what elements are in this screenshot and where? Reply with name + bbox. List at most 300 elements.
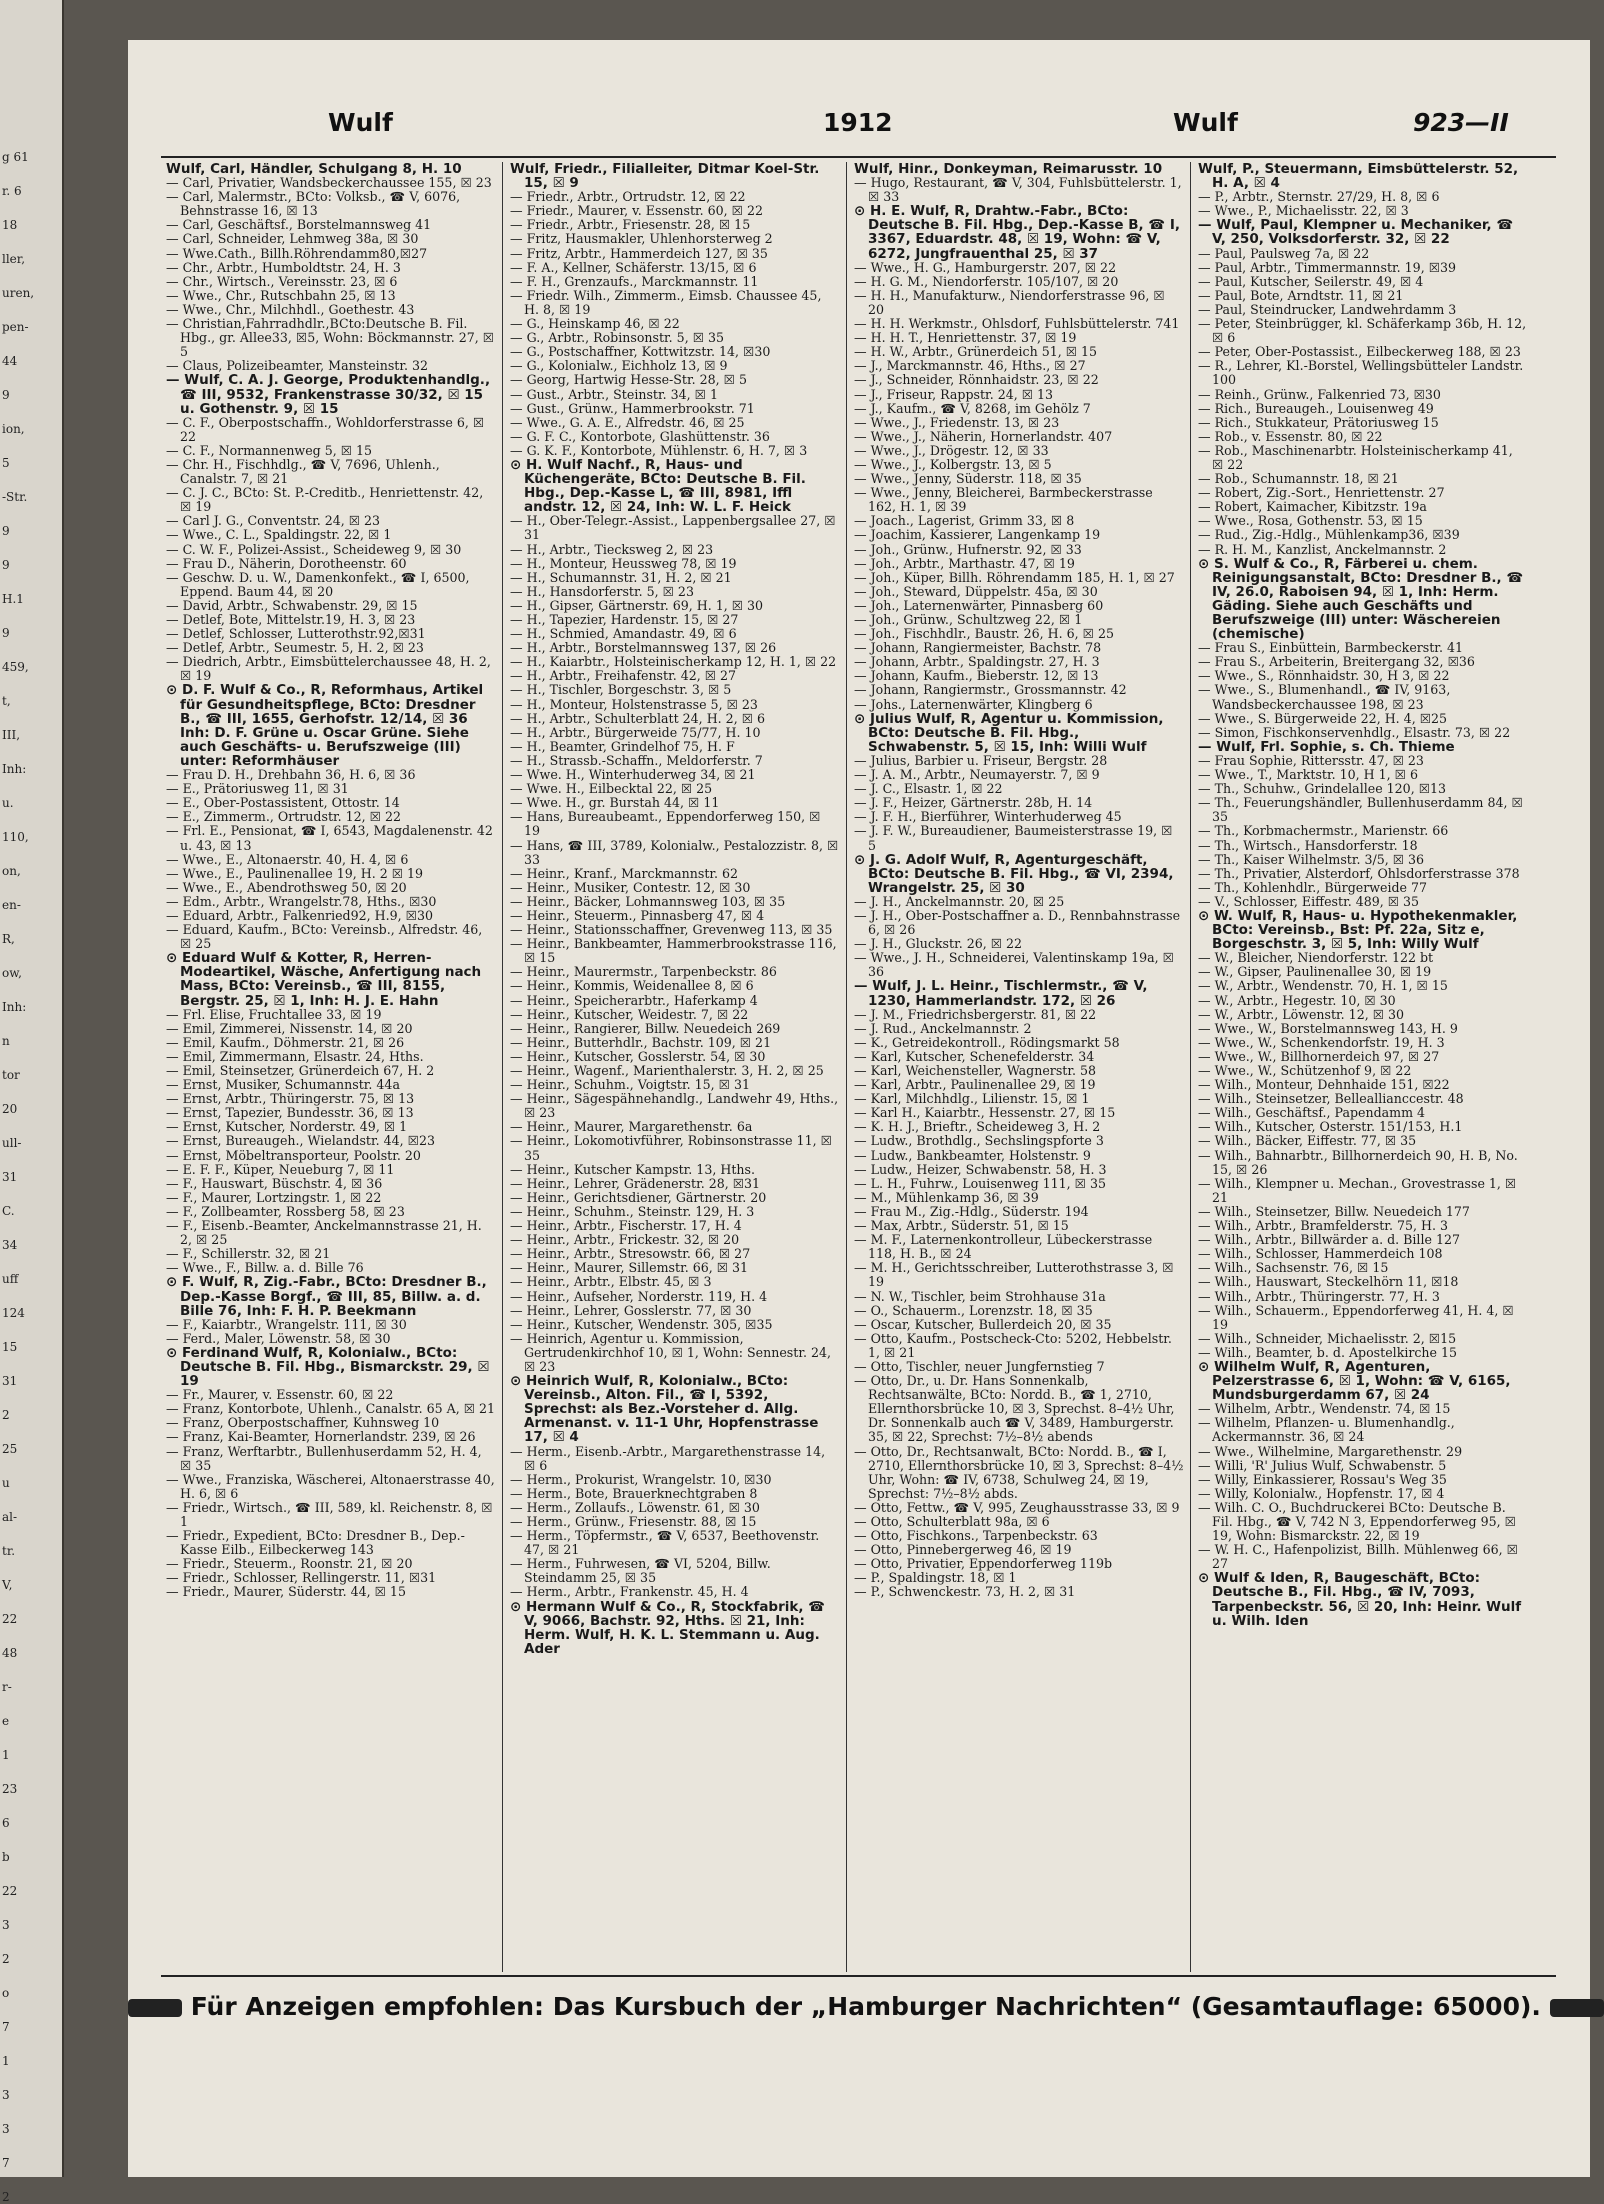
directory-entry: — Paul, Bote, Arndtstr. 11, ☒ 21: [1198, 287, 1404, 303]
directory-entry: — J. H., Anckelmannstr. 20, ☒ 25: [854, 893, 1065, 909]
previous-page-fragment: 9: [2, 388, 10, 402]
directory-entry: — Frau S., Arbeiterin, Breitergang 32, ☒36: [1198, 654, 1475, 670]
directory-entry: — Wwe., E., Altonaerstr. 40, H. 4, ☒ 6: [166, 851, 409, 867]
previous-page-fragment: tor: [2, 1068, 20, 1082]
directory-entry: — Otto, Dr., Rechtsanwalt, BCto: Nordd. B., ☎ I, 2710, Ellernthorsbrücke 10, ☒ 3, Sprechst: 8–4½ Uhr, Wohn: ☎ IV, 6738, Schulweg 24, ☒ 19, Sprechst: 7½–8½ abds.: [854, 1443, 1184, 1501]
directory-entry: — Herm., Prokurist, Wrangelstr. 10, ☒30: [510, 1471, 772, 1487]
directory-entry: — Wwe., Rosa, Gothenstr. 53, ☒ 15: [1198, 513, 1423, 529]
directory-entry: — N. W., Tischler, beim Strohhause 31a: [854, 1288, 1106, 1304]
directory-entry: — Wulf, Paul, Klempner u. Mechaniker, ☎ V, 250, Volksdorferstr. 32, ☒ 22: [1198, 217, 1514, 248]
footer-rule: [161, 1975, 1556, 1977]
directory-entry: — Karl, Kutscher, Schenefelderstr. 34: [854, 1048, 1095, 1064]
directory-entry: — Herm., Fuhrwesen, ☎ VI, 5204, Billw. Steindamm 25, ☒ 35: [510, 1556, 771, 1586]
directory-entry: — Joh., Laternenwärter, Pinnasberg 60: [854, 597, 1104, 613]
directory-entry: — Herm., Zollaufs., Löwenstr. 61, ☒ 30: [510, 1499, 760, 1515]
directory-entry: — Joh., Grünw., Schultzweg 22, ☒ 1: [854, 612, 1083, 627]
directory-entry: — Wwe., J., Kolbergstr. 13, ☒ 5: [854, 456, 1052, 472]
directory-entry: — Heinrich, Agentur u. Kommission, Gertrudenkirchhof 10, ☒ 1, Wohn: Sennestr. 24, ☒ 23: [510, 1330, 831, 1374]
page-header: [128, 108, 1590, 148]
directory-entry: — W., Arbtr., Wendenstr. 70, H. 1, ☒ 15: [1198, 978, 1448, 994]
directory-entry: — Friedr., Expedient, BCto: Dresdner B., Dep.-Kasse Eilb., Eilbeckerweg 143: [166, 1528, 465, 1558]
directory-entry: — J., Schneider, Rönnhaidstr. 23, ☒ 22: [854, 372, 1099, 388]
directory-entry: — Joh., Küper, Billh. Röhrendamm 185, H. 1, ☒ 27: [854, 569, 1175, 585]
directory-entry: — Wwe. H., gr. Burstah 44, ☒ 11: [510, 795, 720, 811]
directory-entry: — Wwe., F., Billw. a. d. Bille 76: [166, 1260, 364, 1276]
directory-entry: — Reinh., Grünw., Falkenried 73, ☒30: [1198, 386, 1441, 402]
directory-entry: — Wilhelm, Pflanzen- u. Blumenhandlg., Ackermannstr. 36, ☒ 24: [1198, 1415, 1455, 1445]
directory-entry: — Ludw., Heizer, Schwabenstr. 58, H. 3: [854, 1161, 1107, 1177]
directory-entry: ⊙ F. Wulf, R, Zig.-Fabr., BCto: Dresdner B., Dep.-Kasse Borgf., ☎ III, 85, Billw. a. d. Bille 76, Inh: F. H. P. Beekmann: [166, 1274, 487, 1319]
previous-page-fragment: 1: [2, 2054, 10, 2068]
previous-page-fragment: 18: [2, 218, 18, 232]
directory-entry: — Wwe., J., Näherin, Hornerlandstr. 407: [854, 428, 1113, 444]
directory-entry: — Heinr., Arbtr., Fischerstr. 17, H. 4: [510, 1218, 742, 1234]
directory-entry: — Franz, Werftarbtr., Bullenhuserdamm 52, H. 4, ☒ 35: [166, 1443, 482, 1473]
directory-entry: — F., Schillerstr. 32, ☒ 21: [166, 1246, 331, 1262]
directory-entry: — Wwe., H. G., Hamburgerstr. 207, ☒ 22: [854, 259, 1117, 275]
directory-entry: — Oscar, Kutscher, Bullerdeich 20, ☒ 35: [854, 1316, 1112, 1332]
directory-entry: ⊙ D. F. Wulf & Co., R, Reformhaus, Artikel für Gesundheitspflege, BCto: Dresdner B., ☎ III, 1655, Gerhofstr. 12/14, ☒ 36 Inh: D. F. Grüne u. Oscar Grüne. Siehe auch Geschäfts- u. Berufszweige (III) unter: Reformhäuser: [166, 682, 484, 769]
previous-page-fragment: 31: [2, 1374, 18, 1388]
header-year: 1912: [823, 108, 893, 137]
directory-entry: — E. F. F., Küper, Neueburg 7, ☒ 11: [166, 1161, 395, 1177]
directory-entry: — H., Gipser, Gärtnerstr. 69, H. 1, ☒ 30: [510, 597, 764, 613]
previous-page-fragment: 9: [2, 558, 10, 572]
directory-entry: — G. F. C., Kontorbote, Glashüttenstr. 36: [510, 428, 770, 444]
directory-entry: — W., Arbtr., Hegestr. 10, ☒ 30: [1198, 992, 1396, 1008]
directory-entry: — Th., Schuhw., Grindelallee 120, ☒13: [1198, 781, 1447, 797]
directory-entry: — H., Arbtr., Tiecksweg 2, ☒ 23: [510, 541, 714, 557]
directory-entry: — Wilh., Bäcker, Eiffestr. 77, ☒ 35: [1198, 1133, 1417, 1149]
directory-entry: — Frau M., Zig.-Hdlg., Süderstr. 194: [854, 1203, 1089, 1219]
directory-entry: — Wwe., W., Schützenhof 9, ☒ 22: [1198, 1063, 1412, 1078]
column-1: [166, 162, 496, 1972]
directory-entry: — Wwe., J., Friedenstr. 13, ☒ 23: [854, 414, 1060, 430]
previous-page-fragment: r. 6: [2, 184, 22, 198]
directory-entry: — Joachim, Kassierer, Langenkamp 19: [854, 527, 1101, 543]
directory-entry: — Heinr., Musiker, Contestr. 12, ☒ 30: [510, 879, 751, 895]
directory-entry: — Detlef, Schlosser, Lutterothstr.92,☒31: [166, 626, 426, 642]
previous-page-fragment: 9: [2, 626, 10, 640]
directory-entry: — Eduard, Arbtr., Falkenried92, H.9, ☒30: [166, 907, 433, 923]
pointing-hand-icon: [128, 1999, 182, 2017]
directory-entry: — K., Getreidekontroll., Rödingsmarkt 58: [854, 1034, 1120, 1050]
previous-page-fragment: Inh:: [2, 1000, 27, 1014]
directory-entry: — Ludw., Bankbeamter, Holstenstr. 9: [854, 1147, 1091, 1163]
directory-entry: — Wilh., Arbtr., Thüringerstr. 77, H. 3: [1198, 1288, 1440, 1304]
column-4: [1198, 162, 1528, 1972]
previous-page-fragment: ull-: [2, 1136, 22, 1150]
directory-entry: — J., Marckmannstr. 46, Hths., ☒ 27: [854, 358, 1086, 374]
directory-entry: — Ernst, Arbtr., Thüringerstr. 75, ☒ 13: [166, 1091, 415, 1107]
directory-entry: — Georg, Hartwig Hesse-Str. 28, ☒ 5: [510, 372, 747, 388]
header-page-number: 923—II: [1413, 108, 1509, 137]
directory-entry: — Heinr., Kutscher Kampstr. 13, Hths.: [510, 1161, 755, 1177]
previous-page-edge: [0, 0, 64, 2204]
directory-entry: — Gust., Arbtr., Steinstr. 34, ☒ 1: [510, 386, 718, 402]
previous-page-fragment: 1: [2, 1748, 10, 1762]
directory-entry: — Carl, Geschäftsf., Borstelmannsweg 41: [166, 217, 432, 233]
previous-page-fragment: 25: [2, 1442, 18, 1456]
directory-entry: — G., Heinskamp 46, ☒ 22: [510, 316, 680, 332]
previous-page-fragment: 44: [2, 354, 18, 368]
directory-entry: — Th., Kaiser Wilhelmstr. 3/5, ☒ 36: [1198, 851, 1425, 867]
directory-entry: — H., Arbtr., Borstelmannsweg 137, ☒ 26: [510, 640, 777, 656]
directory-entry: — Ernst, Tapezier, Bundesstr. 36, ☒ 13: [166, 1105, 414, 1121]
directory-entry: — Heinr., Wagenf., Marienthalerstr. 3, H. 2, ☒ 25: [510, 1063, 824, 1078]
directory-entry: — Wwe., G. A. E., Alfredstr. 46, ☒ 25: [510, 414, 745, 430]
directory-entry: — Wwe., Chr., Rutschbahn 25, ☒ 13: [166, 287, 396, 303]
directory-entry: — Wwe., E., Paulinenallee 19, H. 2 ☒ 19: [166, 865, 424, 881]
directory-entry: — Wilh., Bahnarbtr., Billhornerdeich 90, H. B, No. 15, ☒ 26: [1198, 1147, 1518, 1177]
directory-entry: — Otto, Kaufm., Postscheck-Cto: 5202, Hebbelstr. 1, ☒ 21: [854, 1330, 1172, 1360]
directory-entry: — J. F., Heizer, Gärtnerstr. 28b, H. 14: [854, 795, 1093, 811]
previous-page-fragment: tr.: [2, 1544, 16, 1558]
directory-entry: — Otto, Pinnebergerweg 46, ☒ 19: [854, 1542, 1072, 1558]
directory-entry: — Heinr., Bäcker, Lohmannsweg 103, ☒ 35: [510, 893, 786, 909]
directory-entry: — Heinr., Butterhdlr., Bachstr. 109, ☒ 21: [510, 1034, 772, 1050]
directory-entry: — W. H. C., Hafenpolizist, Billh. Mühlenweg 66, ☒ 27: [1198, 1542, 1518, 1572]
directory-entry: — Heinr., Bankbeamter, Hammerbrookstrasse 116, ☒ 15: [510, 936, 837, 966]
directory-entry: — Wulf, C. A. J. George, Produktenhandlg., ☎ III, 9532, Frankenstrasse 30/32, ☒ 15 u. Gothenstr. 9, ☒ 15: [166, 372, 491, 417]
directory-entry: — Wilh., Arbtr., Billwärder a. d. Bille 127: [1198, 1232, 1460, 1248]
directory-entry: — Wwe., P., Michaelisstr. 22, ☒ 3: [1198, 203, 1409, 219]
directory-entry: — Peter, Ober-Postassist., Eilbeckerweg 188, ☒ 23: [1198, 344, 1521, 360]
previous-page-fragment: 31: [2, 1170, 18, 1184]
column-divider: [502, 162, 503, 1972]
directory-entry: — Heinr., Schuhm., Steinstr. 129, H. 3: [510, 1203, 755, 1219]
directory-entry: — M., Mühlenkamp 36, ☒ 39: [854, 1189, 1039, 1205]
directory-entry: — Heinr., Maurer, Margarethenstr. 6a: [510, 1119, 753, 1135]
directory-entry: — H., Hansdorferstr. 5, ☒ 23: [510, 583, 694, 599]
directory-entry: — H. H. T., Henriettenstr. 37, ☒ 19: [854, 330, 1077, 346]
directory-entry: — G. K. F., Kontorbote, Mühlenstr. 6, H. 7, ☒ 3: [510, 442, 808, 458]
directory-entry: — Frau Sophie, Rittersstr. 47, ☒ 23: [1198, 752, 1424, 768]
directory-entry: — Wwe., S., Rönnhaidstr. 30, H 3, ☒ 22: [1198, 668, 1450, 684]
directory-entry: — Rob., Maschinenarbtr. Holsteinischerkamp 41, ☒ 22: [1198, 442, 1513, 472]
directory-entry: — Wwe., Wilhelmine, Margarethenstr. 29: [1198, 1443, 1463, 1459]
directory-entry: — C. F., Normannenweg 5, ☒ 15: [166, 442, 373, 458]
directory-entry: — Wwe. H., Eilbecktal 22, ☒ 25: [510, 781, 713, 797]
directory-entry: — Friedr., Arbtr., Ortrudstr. 12, ☒ 22: [510, 189, 746, 205]
directory-entry: — Heinr., Speicherarbtr., Haferkamp 4: [510, 992, 758, 1008]
directory-entry: — W., Bleicher, Niendorferstr. 122 bt: [1198, 950, 1434, 966]
directory-entry: — Wulf, Frl. Sophie, s. Ch. Thieme: [1198, 738, 1455, 755]
previous-page-fragment: 20: [2, 1102, 18, 1116]
previous-page-fragment: 3: [2, 2122, 10, 2136]
directory-entry: — Herm., Arbtr., Frankenstr. 45, H. 4: [510, 1584, 749, 1600]
directory-entry: — P., Schwenckestr. 73, H. 2, ☒ 31: [854, 1584, 1076, 1600]
directory-entry: ⊙ Eduard Wulf & Kotter, R, Herren-Modeartikel, Wäsche, Anfertigung nach Mass, BCto: Vereinsb., ☎ III, 8155, Bergstr. 25, ☒ 1, Inh: H. J. E. Hahn: [166, 950, 482, 1009]
directory-entry: — Paul, Steindrucker, Landwehrdamm 3: [1198, 301, 1457, 317]
directory-entry: — G., Arbtr., Robinsonstr. 5, ☒ 35: [510, 330, 725, 346]
directory-entry: — Detlef, Bote, Mittelstr.19, H. 3, ☒ 23: [166, 612, 416, 627]
directory-entry: — Wwe., Chr., Milchhdl., Goethestr. 43: [166, 301, 415, 317]
directory-entry: — M. F., Laternenkontrolleur, Lübeckerstrasse 118, H. B., ☒ 24: [854, 1232, 1153, 1262]
directory-entry: — Hans, Bureaubeamt., Eppendorferweg 150, ☒ 19: [510, 809, 821, 839]
directory-entry: — H., Ober-Telegr.-Assist., Lappenbergsallee 27, ☒ 31: [510, 513, 836, 543]
directory-entry: — K. H. J., Brieftr., Scheideweg 3, H. 2: [854, 1119, 1101, 1135]
directory-entry: — C. W. F., Polizei-Assist., Scheideweg 9, ☒ 30: [166, 541, 462, 557]
directory-entry: — J. F. W., Bureaudiener, Baumeisterstrasse 19, ☒ 5: [854, 823, 1173, 853]
directory-entry: — Ludw., Brothdlg., Sechslingspforte 3: [854, 1133, 1104, 1149]
directory-entry: — Wwe., T., Marktstr. 10, H 1, ☒ 6: [1198, 767, 1418, 783]
directory-entry: — Wilh., Schauerm., Eppendorferweg 41, H. 4, ☒ 19: [1198, 1302, 1514, 1332]
directory-entry: — Heinr., Maurermstr., Tarpenbeckstr. 86: [510, 964, 777, 980]
directory-entry: — Herm., Eisenb.-Arbtr., Margarethenstrasse 14, ☒ 6: [510, 1443, 826, 1473]
directory-entry: — Peter, Steinbrügger, kl. Schäferkamp 36b, H. 12, ☒ 6: [1198, 316, 1527, 346]
directory-entry: — Ernst, Musiker, Schumannstr. 44a: [166, 1077, 400, 1093]
directory-entry: — Friedr., Steuerm., Roonstr. 21, ☒ 20: [166, 1556, 413, 1572]
directory-entry: — Wilh., Sachsenstr. 76, ☒ 15: [1198, 1260, 1389, 1276]
directory-entry: — Robert, Zig.-Sort., Henriettenstr. 27: [1198, 485, 1445, 501]
directory-entry: — Paul, Arbtr., Timmermannstr. 19, ☒39: [1198, 259, 1457, 275]
directory-entry: — Otto, Tischler, neuer Jungfernstieg 7: [854, 1358, 1105, 1374]
directory-entry: — Joh., Fischhdlr., Baustr. 26, H. 6, ☒ 25: [854, 626, 1114, 642]
directory-entry: — J. H., Ober-Postschaffner a. D., Rennbahnstrasse 6, ☒ 26: [854, 907, 1181, 938]
directory-entry: — Wilh., Steinsetzer, Billw. Neuedeich 177: [1198, 1203, 1470, 1219]
directory-entry: — Johann, Rangiermeister, Bachstr. 78: [854, 640, 1102, 656]
directory-entry: — Willi, 'R' Julius Wulf, Schwabenstr. 5: [1198, 1457, 1447, 1473]
directory-entry: — Heinr., Rangierer, Billw. Neuedeich 269: [510, 1020, 781, 1036]
directory-entry: — Wilhelm, Arbtr., Wendenstr. 74, ☒ 15: [1198, 1401, 1451, 1417]
directory-entry: — Gust., Grünw., Hammerbrookstr. 71: [510, 400, 755, 416]
directory-entry: — Wwe.Cath., Billh.Röhrendamm80,☒27: [166, 245, 428, 261]
directory-entry: — Heinr., Arbtr., Frickestr. 32, ☒ 20: [510, 1232, 740, 1248]
previous-page-fragment: 110,: [2, 830, 29, 844]
header-right-name: Wulf: [1173, 108, 1238, 137]
directory-entry: — Wilh., Beamter, b. d. Apostelkirche 15: [1198, 1344, 1458, 1360]
previous-page-fragment: e: [2, 1714, 10, 1728]
directory-entry: — Chr., Arbtr., Humboldtstr. 24, H. 3: [166, 259, 401, 275]
directory-entry: — Wwe. H., Winterhuderweg 34, ☒ 21: [510, 767, 756, 783]
directory-entry: — Johann, Arbtr., Spaldingstr. 27, H. 3: [854, 654, 1100, 670]
directory-entry: — Otto, Privatier, Eppendorferweg 119b: [854, 1556, 1113, 1572]
previous-page-fragment: u: [2, 1476, 10, 1490]
directory-entry: — Th., Kohlenhdlr., Bürgerweide 77: [1198, 879, 1428, 895]
directory-entry: — Wilh., Steinsetzer, Belleallianccestr. 48: [1198, 1091, 1464, 1107]
directory-entry: — F., Zollbeamter, Rossberg 58, ☒ 23: [166, 1203, 405, 1219]
directory-entry: — Herm., Bote, Brauerknechtgraben 8: [510, 1485, 758, 1501]
directory-entry: — F., Eisenb.-Beamter, Anckelmannstrasse 21, H. 2, ☒ 25: [166, 1218, 482, 1248]
directory-entry: — Emil, Zimmermann, Elsastr. 24, Hths.: [166, 1048, 424, 1064]
directory-entry: — Chr. H., Fischhdlg., ☎ V, 7696, Uhlenh., Canalstr. 7, ☒ 21: [166, 456, 440, 487]
previous-page-fragment: 15: [2, 1340, 18, 1354]
directory-entry: — Wwe., S., Blumenhandl., ☎ IV, 9163, Wandsbeckerchaussee 198, ☒ 23: [1198, 682, 1451, 712]
directory-entry: — Wwe., J. H., Schneiderei, Valentinskamp 19a, ☒ 36: [854, 950, 1174, 980]
directory-entry: — W., Arbtr., Löwenstr. 12, ☒ 30: [1198, 1006, 1405, 1022]
directory-entry: — H., Schumannstr. 31, H. 2, ☒ 21: [510, 569, 732, 585]
directory-entry: — Friedr., Wirtsch., ☎ III, 589, kl. Reichenstr. 8, ☒ 1: [166, 1499, 493, 1529]
directory-entry: ⊙ S. Wulf & Co., R, Färberei u. chem. Reinigungsanstalt, BCto: Dresdner B., ☎ IV, 26.0, Raboisen 94, ☒ 1, Inh: Herm. Gäding. Siehe auch Geschäfts und Berufszweige (III) unter: Wäschereien (chemische): [1198, 555, 1524, 643]
directory-entry: — Friedr., Maurer, v. Essenstr. 60, ☒ 22: [510, 203, 763, 219]
directory-entry: — Wilh., Schneider, Michaelisstr. 2, ☒15: [1198, 1330, 1457, 1346]
directory-entry: — J. F. H., Bierführer, Winterhuderweg 45: [854, 809, 1122, 825]
directory-entry: — Karl, Weichensteller, Wagnerstr. 58: [854, 1063, 1097, 1078]
directory-page: [128, 40, 1590, 2177]
directory-entry: — Frau D., Näherin, Dorotheenstr. 60: [166, 555, 407, 571]
directory-entry: ⊙ H. Wulf Nachf., R, Haus- und Küchengeräte, BCto: Deutsche B. Fil. Hbg., Dep.-Kasse L, ☎ III, 8981, Iffl andstr. 12, ☒ 24, Inh: W. L. F. Heick: [510, 456, 806, 516]
directory-entry: — Otto, Fischkons., Tarpenbeckstr. 63: [854, 1528, 1098, 1544]
directory-entry: — Heinr., Kutscher, Gosslerstr. 54, ☒ 30: [510, 1048, 766, 1064]
directory-entry: — Wwe., J., Drögestr. 12, ☒ 33: [854, 442, 1049, 458]
directory-entry: — Detlef, Arbtr., Seumestr. 5, H. 2, ☒ 23: [166, 640, 424, 656]
previous-page-fragment: ow,: [2, 966, 22, 980]
previous-page-fragment: o: [2, 1986, 10, 2000]
directory-entry: — Frau S., Einbüttein, Barmbeckerstr. 41: [1198, 640, 1463, 656]
directory-entry: — C. J. C., BCto: St. P.-Creditb., Henriettenstr. 42, ☒ 19: [166, 485, 484, 515]
directory-entry: — Franz, Kai-Beamter, Hornerlandstr. 239, ☒ 26: [166, 1429, 476, 1445]
directory-entry: — Heinr., Gerichtsdiener, Gärtnerstr. 20: [510, 1189, 767, 1205]
directory-entry: — Heinr., Aufseher, Norderstr. 119, H. 4: [510, 1288, 768, 1304]
directory-entry: — Heinr., Lokomotivführer, Robinsonstrasse 11, ☒ 35: [510, 1133, 832, 1163]
previous-page-fragment: ion,: [2, 422, 25, 436]
directory-entry: — Joh., Arbtr., Marthastr. 47, ☒ 19: [854, 555, 1075, 571]
directory-entry: — Emil, Zimmerei, Nissenstr. 14, ☒ 20: [166, 1020, 413, 1036]
previous-page-fragment: 48: [2, 1646, 18, 1660]
directory-entry: — Wwe., Franziska, Wäscherei, Altonaerstrasse 40, H. 6, ☒ 6: [166, 1471, 495, 1501]
previous-page-fragment: 9: [2, 524, 10, 538]
pointing-hand-icon: [1550, 1999, 1604, 2017]
directory-entry: — R., Lehrer, Kl.-Borstel, Wellingsbütteler Landstr. 100: [1198, 358, 1524, 388]
directory-entry: — F., Kaiarbtr., Wrangelstr. 111, ☒ 30: [166, 1316, 407, 1332]
previous-page-fragment: 34: [2, 1238, 18, 1252]
directory-entry: — Wilh., Kutscher, Osterstr. 151/153, H.1: [1198, 1119, 1463, 1135]
directory-entry: — Paul, Kutscher, Seilerstr. 49, ☒ 4: [1198, 273, 1424, 289]
directory-entry: ⊙ Ferdinand Wulf, R, Kolonialw., BCto: Deutsche B. Fil. Hbg., Bismarckstr. 29, ☒ 19: [166, 1344, 490, 1390]
directory-entry: — David, Arbtr., Schwabenstr. 29, ☒ 15: [166, 597, 418, 613]
directory-entry: — Herm., Töpfermstr., ☎ V, 6537, Beethovenstr. 47, ☒ 21: [510, 1528, 820, 1558]
directory-entry: — E., Zimmerm., Ortrudstr. 12, ☒ 22: [166, 809, 402, 825]
directory-entry: — Wwe., S. Bürgerweide 22, H. 4, ☒25: [1198, 710, 1448, 726]
directory-entry: — Wilh. C. O., Buchdruckerei BCto: Deutsche B. Fil. Hbg., ☎ V, 742 N 3, Eppendorferweg 95, ☒ 19, Wohn: Bismarckstr. 22, ☒ 19: [1198, 1499, 1516, 1544]
directory-entry: ⊙ Julius Wulf, R, Agentur u. Kommission, BCto: Deutsche B. Fil. Hbg., Schwabenstr. 5, ☒ 15, Inh: Willi Wulf: [854, 710, 1164, 755]
previous-page-fragment: b: [2, 1850, 10, 1864]
previous-page-fragment: Inh:: [2, 762, 27, 776]
directory-entry: — Heinr., Steuerm., Pinnasberg 47, ☒ 4: [510, 907, 765, 923]
directory-entry: — Robert, Kaimacher, Kibitzstr. 19a: [1198, 499, 1427, 515]
directory-entry: — H., Strassb.-Schaffn., Meldorferstr. 7: [510, 752, 763, 768]
previous-page-fragment: r-: [2, 1680, 12, 1694]
previous-page-fragment: ller,: [2, 252, 26, 266]
directory-entry: — Willy, Einkassierer, Rossau's Weg 35: [1198, 1471, 1447, 1487]
directory-entry: — E., Prätoriusweg 11, ☒ 31: [166, 781, 349, 797]
directory-entry: — H., Kaiarbtr., Holsteinischerkamp 12, H. 1, ☒ 22: [510, 654, 837, 670]
directory-entry: — Rob., Schumannstr. 18, ☒ 21: [1198, 471, 1399, 487]
previous-page-fragment: g 61: [2, 150, 29, 164]
previous-page-fragment: -Str.: [2, 490, 28, 504]
directory-entry: — Eduard, Kaufm., BCto: Vereinsb., Alfredstr. 46, ☒ 25: [166, 922, 483, 952]
directory-entry: — H. H. Werkmstr., Ohlsdorf, Fuhlsbüttelerstr. 741: [854, 316, 1180, 332]
previous-page-fragment: 3: [2, 2088, 10, 2102]
directory-entry: — Th., Feuerungshändler, Bullenhuserdamm 84, ☒ 35: [1198, 795, 1523, 825]
directory-entry: — Wilh., Hauswart, Steckelhörn 11, ☒18: [1198, 1274, 1459, 1290]
previous-page-fragment: uren,: [2, 286, 35, 300]
directory-entry: — Johann, Rangiermstr., Grossmannstr. 42: [854, 682, 1127, 698]
directory-entry: — Heinr., Kommis, Weidenallee 8, ☒ 6: [510, 978, 754, 994]
directory-entry: — J., Friseur, Rappstr. 24, ☒ 13: [854, 386, 1054, 402]
previous-page-fragment: on,: [2, 864, 21, 878]
column-divider: [1190, 162, 1191, 1972]
previous-page-fragment: en-: [2, 898, 21, 912]
directory-entry: Wulf, Hinr., Donkeyman, Reimarusstr. 10: [854, 161, 1163, 177]
directory-entry: — Friedr. Wilh., Zimmerm., Eimsb. Chaussee 45, H. 8, ☒ 19: [510, 287, 822, 317]
previous-page-fragment: 7: [2, 2020, 10, 2034]
previous-page-fragment: u.: [2, 796, 14, 810]
directory-entry: — H., Monteur, Heussweg 78, ☒ 19: [510, 555, 737, 571]
previous-page-fragment: 2: [2, 1408, 10, 1422]
directory-entry: — Hans, ☎ III, 3789, Kolonialw., Pestalozzistr. 8, ☒ 33: [510, 837, 839, 867]
directory-entry: — P., Arbtr., Sternstr. 27/29, H. 8, ☒ 6: [1198, 189, 1440, 205]
directory-entry: — Diedrich, Arbtr., Eimsbüttelerchaussee 48, H. 2, ☒ 19: [166, 654, 491, 684]
directory-entry: — G., Kolonialw., Eichholz 13, ☒ 9: [510, 358, 728, 374]
directory-entry: — Simon, Fischkonservenhdlg., Elsastr. 73, ☒ 22: [1198, 724, 1511, 740]
directory-entry: — H., Monteur, Holstenstrasse 5, ☒ 23: [510, 696, 758, 712]
directory-entry: — J., Kaufm., ☎ V, 8268, im Gehölz 7: [854, 400, 1091, 416]
directory-entry: — H., Beamter, Grindelhof 75, H. F: [510, 738, 735, 754]
directory-entry: — Friedr., Arbtr., Friesenstr. 28, ☒ 15: [510, 217, 751, 233]
directory-entry: — Carl, Schneider, Lehmweg 38a, ☒ 30: [166, 231, 419, 247]
directory-entry: — Rich., Bureaugeh., Louisenweg 49: [1198, 400, 1434, 416]
previous-page-fragment: 5: [2, 456, 10, 470]
directory-entry: — M. H., Gerichtsschreiber, Lutterothstrasse 3, ☒ 19: [854, 1260, 1174, 1290]
previous-page-fragment: V,: [2, 1578, 13, 1592]
directory-entry: — Franz, Kontorbote, Uhlenh., Canalstr. 65 A, ☒ 21: [166, 1401, 496, 1417]
directory-entry: — Hugo, Restaurant, ☎ V, 304, Fuhlsbüttelerstr. 1, ☒ 33: [854, 175, 1182, 205]
directory-entry: — F. A., Kellner, Schäferstr. 13/15, ☒ 6: [510, 259, 757, 275]
previous-page-fragment: 22: [2, 1612, 18, 1626]
directory-entry: — Karl, Arbtr., Paulinenallee 29, ☒ 19: [854, 1077, 1096, 1093]
directory-entry: — Julius, Barbier u. Friseur, Bergstr. 28: [854, 752, 1108, 768]
previous-page-fragment: H.1: [2, 592, 24, 606]
directory-entry: — Otto, Schulterblatt 98a, ☒ 6: [854, 1514, 1050, 1529]
directory-entry: — Wulf, J. L. Heinr., Tischlermstr., ☎ V, 1230, Hammerlandstr. 172, ☒ 26: [854, 978, 1148, 1009]
directory-entry: — J. Rud., Anckelmannstr. 2: [854, 1020, 1032, 1036]
directory-entry: — Karl, Milchhdlg., Lilienstr. 15, ☒ 1: [854, 1091, 1090, 1107]
directory-entry: — Johs., Laternenwärter, Klingberg 6: [854, 696, 1093, 712]
directory-entry: — Wwe., W., Schenkendorfstr. 19, H. 3: [1198, 1034, 1445, 1050]
directory-entry: — R. H. M., Kanzlist, Anckelmannstr. 2: [1198, 541, 1447, 557]
directory-entry: — J. A. M., Arbtr., Neumayerstr. 7, ☒ 9: [854, 767, 1100, 783]
directory-entry: — Fr., Maurer, v. Essenstr. 60, ☒ 22: [166, 1387, 394, 1403]
previous-page-fragment: 2: [2, 2190, 10, 2204]
directory-entry: — Wilh., Klempner u. Mechan., Grovestrasse 1, ☒ 21: [1198, 1175, 1517, 1205]
directory-entry: — H. W., Arbtr., Grünerdeich 51, ☒ 15: [854, 344, 1098, 360]
directory-entry: — J. M., Friedrichsbergerstr. 81, ☒ 22: [854, 1006, 1097, 1022]
previous-page-fragment: 22: [2, 1884, 18, 1898]
directory-entry: — Heinr., Arbtr., Elbstr. 45, ☒ 3: [510, 1274, 712, 1290]
directory-entry: — G., Postschaffner, Kottwitzstr. 14, ☒30: [510, 344, 771, 360]
directory-entry: — J. C., Elsastr. 1, ☒ 22: [854, 781, 1003, 797]
directory-entry: — Joh., Grünw., Hufnerstr. 92, ☒ 33: [854, 541, 1082, 557]
directory-entry: — H., Tapezier, Hardenstr. 15, ☒ 27: [510, 612, 739, 627]
previous-page-fragment: III,: [2, 728, 21, 742]
directory-entry: — Frl. E., Pensionat, ☎ I, 6543, Magdalenenstr. 42 u. 43, ☒ 13: [166, 823, 493, 853]
directory-entry: ⊙ Hermann Wulf & Co., R, Stockfabrik, ☎ V, 9066, Bachstr. 92, Hths. ☒ 21, Inh: Herm. Wulf, H. K. L. Stemmann u. Aug. Ader: [510, 1598, 825, 1657]
directory-entry: — Willy, Kolonialw., Hopfenstr. 17, ☒ 4: [1198, 1485, 1445, 1501]
directory-entry: ⊙ W. Wulf, R, Haus- u. Hypothekenmakler, BCto: Vereinsb., Bst: Pf. 22a, Sitz e, Borgeschstr. 3, ☒ 5, Inh: Willy Wulf: [1198, 907, 1518, 953]
column-divider: [846, 162, 847, 1972]
directory-entry: ⊙ Wulf & Iden, R, Baugeschäft, BCto: Deutsche B., Fil. Hbg., ☎ IV, 7093, Tarpenbeckstr. 56, ☒ 20, Inh: Heinr. Wulf u. Wilh. Iden: [1198, 1570, 1522, 1629]
previous-page-fragment: 6: [2, 1816, 10, 1830]
header-rule: [161, 156, 1556, 158]
directory-entry: — Heinr., Kranf., Marckmannstr. 62: [510, 865, 739, 881]
directory-entry: — L. H., Fuhrw., Louisenweg 111, ☒ 35: [854, 1175, 1107, 1191]
directory-entry: ⊙ H. E. Wulf, R, Drahtw.-Fabr., BCto: Deutsche B. Fil. Hbg., Dep.-Kasse B, ☎ I, 3367, Eduardstr. 48, ☒ 19, Wohn: ☎ V, 6272, Jungfrauenthal 25, ☒ 37: [854, 203, 1180, 262]
directory-entry: — Geschw. D. u. W., Damenkonfekt., ☎ I, 6500, Eppend. Baum 44, ☒ 20: [166, 569, 470, 599]
directory-entry: — W., Gipser, Paulinenallee 30, ☒ 19: [1198, 964, 1432, 980]
header-left-name: Wulf: [328, 108, 393, 137]
